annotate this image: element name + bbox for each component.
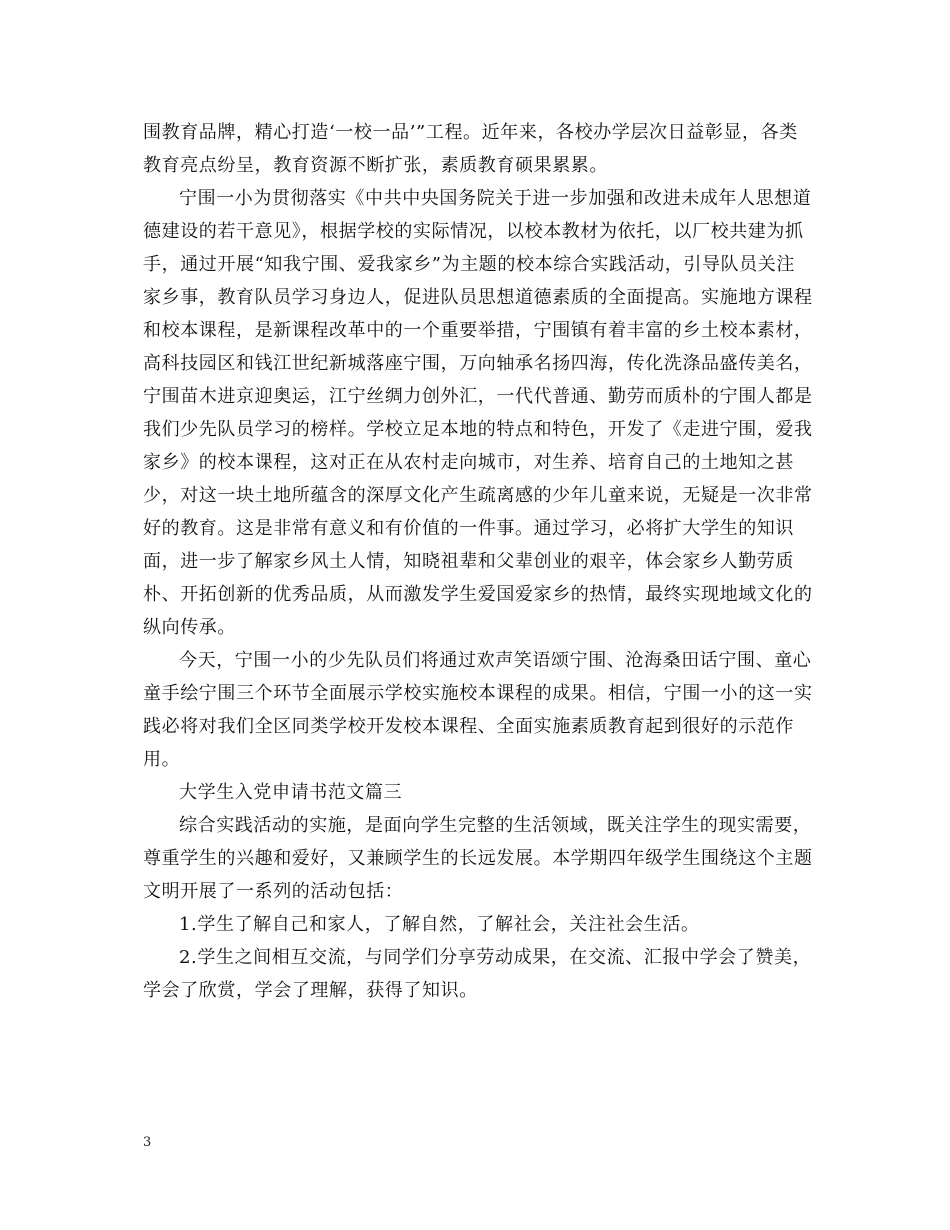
paragraph-ningwei-school-course: 宁围一小为贯彻落实《中共中央国务院关于进一步加强和改进未成年人思想道德建设的若干意见》，根据学校的实际情况，以校本教材为依托，以厂校共建为抓手，通过开展“知我宁围、爱我家乡”为主题的校本综合实践活动，引导队员关注家乡事，教育队员学习身边人，促进队员思想道德素质的全面提高。实施地方课程和校本课程，是新课程改革中的一个重要举措，宁围镇有着丰富的乡土校本素材，高科技园区和钱江世纪新城落座宁围，万向轴承名扬四海，传化洗涤品盛传美名，宁围苗木进京迎奥运，江宁丝绸力创外汇，一代代普通、勤劳而质朴的宁围人都是我们少先队员学习的榜样。学校立足本地的特点和特色，开发了《走进宁围，爱我家乡》的校本课程，这对正在从农村走向城市，对生养、培育自己的土地知之甚少，对这一块土地所蕴含的深厚文化产生疏离感的少年儿童来说，无疑是一次非常好的教育。这是非常有意义和有价值的一件事。通过学习，必将扩大学生的知识面，进一步了解家乡风土人情，知晓祖辈和父辈创业的艰辛，体会家乡人勤劳质朴、开拓创新的优秀品质，从而激发学生爱国爱家乡的热情，最终实现地域文化的纵向传承。 bbox=[143, 188, 813, 638]
list-item-2: 2.学生之间相互交流，与同学们分享劳动成果，在交流、汇报中学会了赞美，学会了欣赏，学会了理解，获得了知识。 bbox=[143, 947, 812, 1001]
paragraph-today-showcase: 今天，宁围一小的少先队员们将通过欢声笑语颂宁围、沧海桑田话宁围、童心童手绘宁围三个环节全面展示学校实施校本课程的成果。相信，宁围一小的这一实践必将对我们全区同类学校开发校本课程、全面实施素质教育起到很好的示范作用。 bbox=[143, 650, 813, 770]
section-heading: 大学生入党申请书范文篇三 bbox=[179, 782, 403, 803]
paragraph-practice-activity: 综合实践活动的实施，是面向学生完整的生活领域，既关注学生的现实需要，尊重学生的兴趣和爱好，又兼顾学生的长远发展。本学期四年级学生围绕这个主题文明开展了一系列的活动包括： bbox=[143, 815, 813, 902]
document-body bbox=[143, 116, 813, 1007]
list-item-1: 1.学生了解自己和家人，了解自然，了解社会，关注社会生活。 bbox=[179, 914, 700, 935]
page-number: 3 bbox=[143, 1135, 152, 1150]
paragraph-continuation: 围教育品牌，精心打造‘一校一品’”工程。近年来，各校办学层次日益彰显，各类教育亮点纷呈，教育资源不断扩张，素质教育硕果累累。 bbox=[143, 122, 798, 176]
